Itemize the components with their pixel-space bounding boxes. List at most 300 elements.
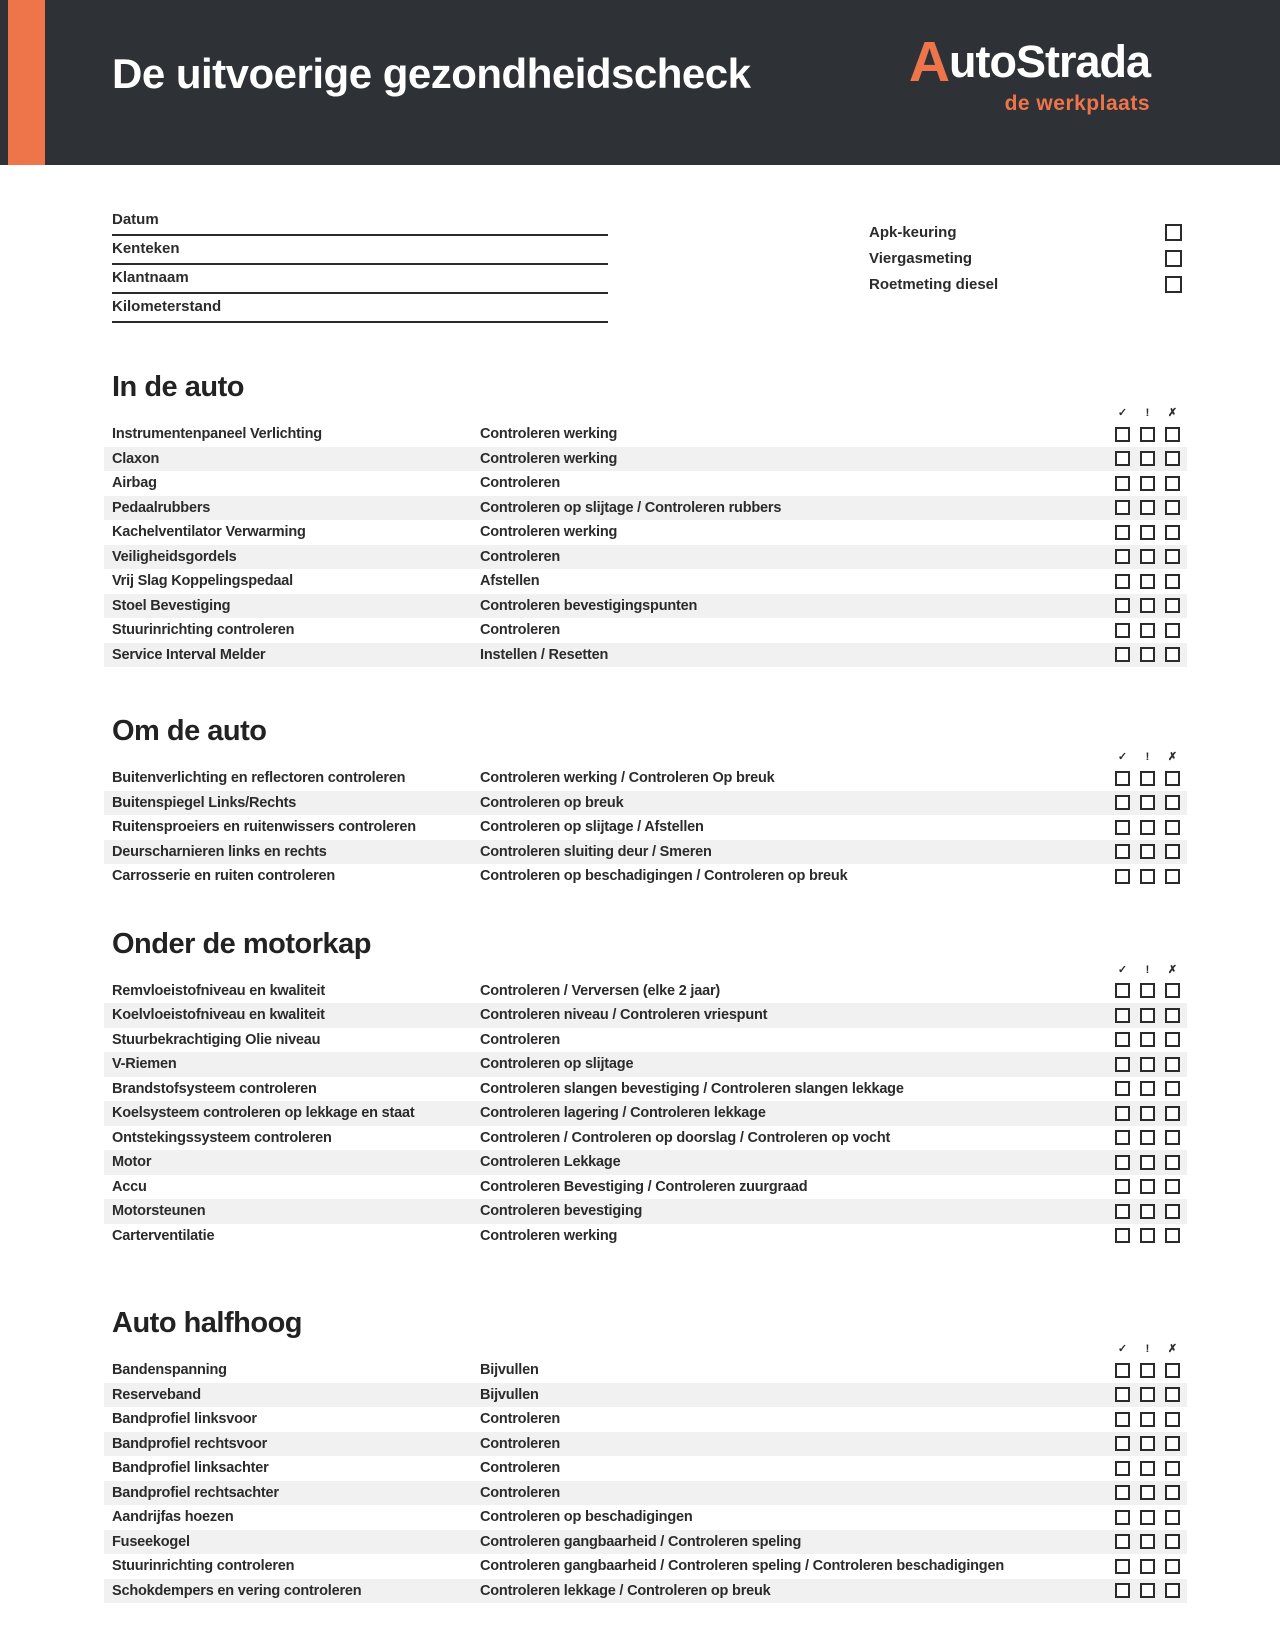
checkbox-attention[interactable] — [1140, 427, 1155, 442]
item-action: Instellen / Resetten — [480, 646, 609, 663]
item-checkboxes — [1115, 1179, 1187, 1194]
item-action: Controleren — [480, 1031, 560, 1048]
checkbox-ok[interactable] — [1115, 574, 1130, 589]
item-action: Controleren op slijtage / Afstellen — [480, 819, 704, 836]
checkbox-attention[interactable] — [1140, 647, 1155, 662]
checkbox-attention[interactable] — [1140, 983, 1155, 998]
checklist-row — [104, 594, 1187, 619]
item-checkboxes — [1115, 869, 1187, 884]
item-name: Stoel Bevestiging — [112, 597, 231, 614]
checklist-row — [104, 1579, 1187, 1604]
checkbox-fail[interactable] — [1165, 1081, 1180, 1096]
item-checkboxes — [1115, 598, 1187, 613]
section-rows — [104, 979, 1187, 1249]
item-checkboxes — [1115, 1032, 1187, 1047]
checklist-row — [104, 1505, 1187, 1530]
item-action: Controleren gangbaarheid / Controleren speling / Controleren beschadigingen — [480, 1558, 1004, 1575]
checkbox-ok[interactable] — [1115, 500, 1130, 515]
checklist-row — [104, 422, 1187, 447]
cross-icon: ✗ — [1167, 407, 1178, 419]
checklist-row — [104, 643, 1187, 668]
checkbox-fail[interactable] — [1165, 1179, 1180, 1194]
item-action: Bijvullen — [480, 1386, 539, 1403]
item-action: Bijvullen — [480, 1362, 539, 1379]
item-name: Stuurinrichting controleren — [112, 622, 295, 639]
item-action: Controleren werking / Controleren Op breuk — [480, 770, 775, 787]
checklist-row — [104, 1358, 1187, 1383]
checkbox-fail[interactable] — [1165, 549, 1180, 564]
item-checkboxes — [1115, 1106, 1187, 1121]
item-checkboxes — [1115, 1412, 1187, 1427]
checkbox-fail[interactable] — [1165, 1057, 1180, 1072]
item-checkboxes — [1115, 771, 1187, 786]
checkbox-attention[interactable] — [1140, 574, 1155, 589]
checkbox-fail[interactable] — [1165, 869, 1180, 884]
checkbox-attention[interactable] — [1140, 1130, 1155, 1145]
checkbox-fail[interactable] — [1165, 623, 1180, 638]
checklist-row — [104, 447, 1187, 472]
legend — [104, 963, 1187, 977]
checkbox-ok[interactable] — [1115, 476, 1130, 491]
item-checkboxes — [1115, 820, 1187, 835]
check-icon: ✓ — [1117, 751, 1128, 763]
checkbox-fail[interactable] — [1165, 844, 1180, 859]
checklist-row — [104, 1432, 1187, 1457]
checkbox-fail[interactable] — [1165, 795, 1180, 810]
checkbox-ok[interactable] — [1115, 427, 1130, 442]
item-name: Koelsysteem controleren op lekkage en staat — [112, 1105, 415, 1122]
checkbox-attention[interactable] — [1140, 771, 1155, 786]
checklist-row — [104, 1224, 1187, 1249]
item-action: Controleren — [480, 1460, 560, 1477]
checkbox-attention[interactable] — [1140, 1559, 1155, 1574]
checkbox-ok[interactable] — [1115, 525, 1130, 540]
form-fields — [112, 209, 608, 323]
item-checkboxes — [1115, 1510, 1187, 1525]
item-action: Controleren / Verversen (elke 2 jaar) — [480, 982, 721, 999]
checkbox-attention[interactable] — [1140, 1387, 1155, 1402]
checklist-row — [104, 569, 1187, 594]
section-rows — [104, 766, 1187, 889]
checkbox-fail[interactable] — [1165, 598, 1180, 613]
checklist-row — [104, 1052, 1187, 1077]
checkbox-ok[interactable] — [1115, 623, 1130, 638]
checkbox-fail[interactable] — [1165, 1106, 1180, 1121]
checkbox-fail[interactable] — [1165, 1510, 1180, 1525]
item-name: Bandenspanning — [112, 1362, 227, 1379]
checkbox-ok[interactable] — [1115, 1130, 1130, 1145]
checkbox-fail[interactable] — [1165, 1228, 1180, 1243]
checkbox-attention[interactable] — [1140, 1461, 1155, 1476]
extra-checks — [869, 219, 1182, 297]
item-checkboxes — [1115, 549, 1187, 564]
section-title: Auto halfhoog — [112, 1307, 303, 1339]
item-name: Schokdempers en vering controleren — [112, 1582, 362, 1599]
checkbox-attention[interactable] — [1140, 1510, 1155, 1525]
info-block — [0, 205, 1280, 327]
checklist-row — [104, 1028, 1187, 1053]
item-action: Controleren bevestiging — [480, 1203, 643, 1220]
checklist-row — [104, 1383, 1187, 1408]
checkbox-fail[interactable] — [1165, 574, 1180, 589]
checkbox-ok[interactable] — [1115, 1155, 1130, 1170]
checkbox-ok[interactable] — [1115, 771, 1130, 786]
item-name: Motorsteunen — [112, 1203, 206, 1220]
item-checkboxes — [1115, 1583, 1187, 1598]
item-action: Controleren — [480, 1484, 560, 1501]
item-action: Controleren — [480, 475, 560, 492]
check-icon: ✓ — [1117, 963, 1128, 976]
logo-tagline: de werkplaats — [1004, 92, 1150, 115]
item-checkboxes — [1115, 844, 1187, 859]
item-name: Motor — [112, 1154, 152, 1171]
item-checkboxes — [1115, 1363, 1187, 1378]
item-checkboxes — [1115, 574, 1187, 589]
extra-check-row — [869, 219, 1182, 245]
checklist-row — [104, 864, 1187, 889]
item-name: Bandprofiel rechtsvoor — [112, 1435, 268, 1452]
checkbox-attention[interactable] — [1140, 500, 1155, 515]
logo-wordmark — [908, 30, 1150, 94]
checkbox-ok[interactable] — [1115, 1057, 1130, 1072]
item-action: Controleren op beschadigingen / Controleren op breuk — [480, 868, 848, 885]
item-name: Reserveband — [112, 1386, 201, 1403]
item-name: Bandprofiel linksvoor — [112, 1411, 257, 1428]
checkbox[interactable] — [1165, 276, 1182, 293]
accent-stripe — [8, 0, 45, 165]
item-action: Controleren werking — [480, 1227, 618, 1244]
item-checkboxes — [1115, 1057, 1187, 1072]
cross-icon: ✗ — [1167, 963, 1178, 976]
item-action: Controleren Bevestiging / Controleren zuurgraad — [480, 1178, 808, 1195]
checkbox-fail[interactable] — [1165, 1155, 1180, 1170]
checklist-row — [104, 471, 1187, 496]
checkbox-fail[interactable] — [1165, 1204, 1180, 1219]
form-field — [112, 294, 608, 323]
form-field — [112, 209, 608, 236]
checkbox-fail[interactable] — [1165, 427, 1180, 442]
item-action: Afstellen — [480, 573, 540, 590]
checkbox-attention[interactable] — [1140, 869, 1155, 884]
item-name: Brandstofsysteem controleren — [112, 1080, 317, 1097]
item-action: Controleren lekkage / Controleren op breuk — [480, 1582, 771, 1599]
header — [0, 0, 1280, 165]
attention-icon: ! — [1145, 1343, 1150, 1355]
checkbox-fail[interactable] — [1165, 1559, 1180, 1574]
item-action: Controleren — [480, 1435, 560, 1452]
checkbox-attention[interactable] — [1140, 549, 1155, 564]
check-icon: ✓ — [1117, 1343, 1128, 1355]
item-name: Koelvloeistofniveau en kwaliteit — [112, 1007, 325, 1024]
item-checkboxes — [1115, 795, 1187, 810]
checkbox-ok[interactable] — [1115, 1534, 1130, 1549]
checkbox-attention[interactable] — [1140, 1204, 1155, 1219]
checkbox-attention[interactable] — [1140, 1228, 1155, 1243]
checklist-row — [104, 1554, 1187, 1579]
checklist-row — [104, 1101, 1187, 1126]
checkbox-fail[interactable] — [1165, 1436, 1180, 1451]
item-name: Claxon — [112, 450, 160, 467]
checklist-row — [104, 1530, 1187, 1555]
checkbox-ok[interactable] — [1115, 1363, 1130, 1378]
checkbox-attention[interactable] — [1140, 1436, 1155, 1451]
checklist-row — [104, 1456, 1187, 1481]
item-name: Pedaalrubbers — [112, 499, 211, 516]
item-action: Controleren — [480, 548, 560, 565]
cross-icon: ✗ — [1167, 751, 1178, 763]
checklist-row — [104, 791, 1187, 816]
item-name: Carterventilatie — [112, 1227, 215, 1244]
item-checkboxes — [1115, 983, 1187, 998]
checkbox-ok[interactable] — [1115, 549, 1130, 564]
checkbox-fail[interactable] — [1165, 1130, 1180, 1145]
checkbox-fail[interactable] — [1165, 983, 1180, 998]
form-field-label: Datum — [112, 211, 159, 228]
item-name: Buitenspiegel Links/Rechts — [112, 794, 297, 811]
checkbox-ok[interactable] — [1115, 1412, 1130, 1427]
checkbox-ok[interactable] — [1115, 869, 1130, 884]
checkbox-ok[interactable] — [1115, 1081, 1130, 1096]
checkbox-attention[interactable] — [1140, 623, 1155, 638]
checkbox-fail[interactable] — [1165, 1461, 1180, 1476]
item-action: Controleren gangbaarheid / Controleren speling — [480, 1533, 802, 1550]
item-name: Carrosserie en ruiten controleren — [112, 868, 336, 885]
checkbox-attention[interactable] — [1140, 1534, 1155, 1549]
item-name: Service Interval Melder — [112, 646, 266, 663]
checkbox-ok[interactable] — [1115, 1510, 1130, 1525]
checkbox-attention[interactable] — [1140, 844, 1155, 859]
item-checkboxes — [1115, 1461, 1187, 1476]
checkbox-fail[interactable] — [1165, 1387, 1180, 1402]
attention-icon: ! — [1145, 407, 1150, 419]
checklist-row — [104, 1126, 1187, 1151]
checkbox-attention[interactable] — [1140, 1583, 1155, 1598]
checkbox-fail[interactable] — [1165, 1363, 1180, 1378]
checkbox-attention[interactable] — [1140, 795, 1155, 810]
item-action: Controleren — [480, 622, 560, 639]
item-action: Controleren op slijtage — [480, 1056, 634, 1073]
checkbox-fail[interactable] — [1165, 771, 1180, 786]
item-action: Controleren werking — [480, 450, 618, 467]
checkbox-ok[interactable] — [1115, 844, 1130, 859]
item-name: Airbag — [112, 475, 157, 492]
checkbox-ok[interactable] — [1115, 1179, 1130, 1194]
checklist-row — [104, 979, 1187, 1004]
checkbox-attention[interactable] — [1140, 1081, 1155, 1096]
item-checkboxes — [1115, 1204, 1187, 1219]
check-section — [104, 1308, 1187, 1603]
checkbox-ok[interactable] — [1115, 1106, 1130, 1121]
form-field — [112, 236, 608, 265]
item-checkboxes — [1115, 1081, 1187, 1096]
checkbox-ok[interactable] — [1115, 1461, 1130, 1476]
checklist-row — [104, 840, 1187, 865]
item-checkboxes — [1115, 647, 1187, 662]
legend — [104, 406, 1187, 420]
extra-check-row — [869, 245, 1182, 271]
form-field-label: Kilometerstand — [112, 298, 222, 315]
item-checkboxes — [1115, 1436, 1187, 1451]
logo-letter-a: A — [908, 30, 949, 94]
item-checkboxes — [1115, 1387, 1187, 1402]
checkbox-ok[interactable] — [1115, 647, 1130, 662]
item-checkboxes — [1115, 1130, 1187, 1145]
form-field-label: Kenteken — [112, 240, 180, 257]
checklist-row — [104, 1199, 1187, 1224]
checklist-row — [104, 1175, 1187, 1200]
checklist-row — [104, 520, 1187, 545]
item-action: Controleren op slijtage / Controleren rubbers — [480, 499, 782, 516]
check-icon: ✓ — [1117, 407, 1128, 419]
checkbox-attention[interactable] — [1140, 1412, 1155, 1427]
checklist-row — [104, 1481, 1187, 1506]
section-title: Om de auto — [112, 715, 267, 747]
cross-icon: ✗ — [1167, 1343, 1178, 1355]
attention-icon: ! — [1145, 751, 1150, 763]
item-name: Kachelventilator Verwarming — [112, 524, 306, 541]
checkbox-attention[interactable] — [1140, 1032, 1155, 1047]
form-field-label: Klantnaam — [112, 269, 189, 286]
check-section — [104, 716, 1187, 889]
item-action: Controleren slangen bevestiging / Controleren slangen lekkage — [480, 1080, 904, 1097]
item-checkboxes — [1115, 476, 1187, 491]
checkbox-ok[interactable] — [1115, 1008, 1130, 1023]
extra-check-label: Roetmeting diesel — [869, 275, 999, 293]
checkbox-ok[interactable] — [1115, 1583, 1130, 1598]
page-title: De uitvoerige gezondheidscheck — [112, 50, 751, 97]
legend — [104, 750, 1187, 764]
item-checkboxes — [1115, 500, 1187, 515]
section-title: Onder de motorkap — [112, 927, 371, 960]
item-name: Remvloeistofniveau en kwaliteit — [112, 982, 325, 999]
checkbox-ok[interactable] — [1115, 820, 1130, 835]
checklist-row — [104, 815, 1187, 840]
checkbox-ok[interactable] — [1115, 1387, 1130, 1402]
checkbox-fail[interactable] — [1165, 1008, 1180, 1023]
item-checkboxes — [1115, 1228, 1187, 1243]
checkbox-fail[interactable] — [1165, 1583, 1180, 1598]
checkbox-fail[interactable] — [1165, 451, 1180, 466]
item-name: Stuurbekrachtiging Olie niveau — [112, 1031, 321, 1048]
checkbox-ok[interactable] — [1115, 983, 1130, 998]
form-field — [112, 265, 608, 294]
checklist-row — [104, 496, 1187, 521]
item-action: Controleren op breuk — [480, 794, 624, 811]
item-name: Veiligheidsgordels — [112, 548, 237, 565]
checkbox-fail[interactable] — [1165, 525, 1180, 540]
checkbox-attention[interactable] — [1140, 1155, 1155, 1170]
legend — [104, 1342, 1187, 1356]
checkbox[interactable] — [1165, 224, 1182, 241]
checkbox-fail[interactable] — [1165, 1485, 1180, 1500]
item-name: Aandrijfas hoezen — [112, 1509, 234, 1526]
checkbox[interactable] — [1165, 250, 1182, 267]
checkbox-attention[interactable] — [1140, 598, 1155, 613]
checkbox-attention[interactable] — [1140, 1106, 1155, 1121]
checklist-row — [104, 1150, 1187, 1175]
item-name: Deurscharnieren links en rechts — [112, 843, 327, 860]
item-checkboxes — [1115, 525, 1187, 540]
item-name: Ruitensproeiers en ruitenwissers controleren — [112, 819, 416, 836]
item-checkboxes — [1115, 1534, 1187, 1549]
item-checkboxes — [1115, 451, 1187, 466]
item-checkboxes — [1115, 1155, 1187, 1170]
checkbox-attention[interactable] — [1140, 1485, 1155, 1500]
item-action: Controleren niveau / Controleren vriespunt — [480, 1007, 768, 1024]
item-name: V-Riemen — [112, 1056, 177, 1073]
extra-check-row — [869, 271, 1182, 297]
item-name: Stuurinrichting controleren — [112, 1558, 295, 1575]
item-action: Controleren werking — [480, 524, 618, 541]
check-section — [104, 929, 1187, 1249]
sections — [0, 372, 1280, 1603]
checkbox-ok[interactable] — [1115, 1228, 1130, 1243]
checkbox-ok[interactable] — [1115, 1485, 1130, 1500]
checkbox-ok[interactable] — [1115, 1436, 1130, 1451]
checkbox-attention[interactable] — [1140, 1179, 1155, 1194]
checklist-row — [104, 618, 1187, 643]
checkbox-ok[interactable] — [1115, 598, 1130, 613]
checkbox-attention[interactable] — [1140, 1363, 1155, 1378]
checkbox-fail[interactable] — [1165, 476, 1180, 491]
item-name: Bandprofiel rechtsachter — [112, 1484, 279, 1501]
checkbox-fail[interactable] — [1165, 1412, 1180, 1427]
item-checkboxes — [1115, 623, 1187, 638]
item-name: Fuseekogel — [112, 1533, 190, 1550]
checkbox-attention[interactable] — [1140, 451, 1155, 466]
checkbox-attention[interactable] — [1140, 525, 1155, 540]
checkbox-ok[interactable] — [1115, 795, 1130, 810]
checkbox-fail[interactable] — [1165, 1032, 1180, 1047]
checkbox-ok[interactable] — [1115, 451, 1130, 466]
checkbox-ok[interactable] — [1115, 1032, 1130, 1047]
item-action: Controleren werking — [480, 426, 618, 443]
section-rows — [104, 422, 1187, 667]
item-name: Vrij Slag Koppelingspedaal — [112, 573, 293, 590]
item-name: Buitenverlichting en reflectoren controleren — [112, 770, 406, 787]
checkbox-attention[interactable] — [1140, 476, 1155, 491]
item-name: Instrumentenpaneel Verlichting — [112, 426, 322, 443]
section-rows — [104, 1358, 1187, 1603]
item-checkboxes — [1115, 1485, 1187, 1500]
item-checkboxes — [1115, 1559, 1187, 1574]
checklist-row — [104, 766, 1187, 791]
item-name: Bandprofiel linksachter — [112, 1460, 269, 1477]
checkbox-ok[interactable] — [1115, 1559, 1130, 1574]
item-checkboxes — [1115, 427, 1187, 442]
section-title: In de auto — [112, 371, 244, 403]
checkbox-attention[interactable] — [1140, 1008, 1155, 1023]
logo-wordmark-rest: utoStrada — [948, 36, 1150, 87]
checkbox-ok[interactable] — [1115, 1204, 1130, 1219]
checkbox-fail[interactable] — [1165, 1534, 1180, 1549]
checkbox-fail[interactable] — [1165, 820, 1180, 835]
item-name: Accu — [112, 1178, 147, 1195]
checklist-row — [104, 545, 1187, 570]
item-action: Controleren Lekkage — [480, 1154, 621, 1171]
checkbox-attention[interactable] — [1140, 1057, 1155, 1072]
item-action: Controleren op beschadigingen — [480, 1509, 693, 1526]
item-checkboxes — [1115, 1008, 1187, 1023]
checkbox-attention[interactable] — [1140, 820, 1155, 835]
checkbox-fail[interactable] — [1165, 500, 1180, 515]
checklist-row — [104, 1407, 1187, 1432]
item-action: Controleren bevestigingspunten — [480, 597, 698, 614]
item-name: Ontstekingssysteem controleren — [112, 1129, 332, 1146]
checkbox-fail[interactable] — [1165, 647, 1180, 662]
item-action: Controleren / Controleren op doorslag / Controleren op vocht — [480, 1129, 891, 1146]
autostrada-logo — [908, 30, 1150, 115]
